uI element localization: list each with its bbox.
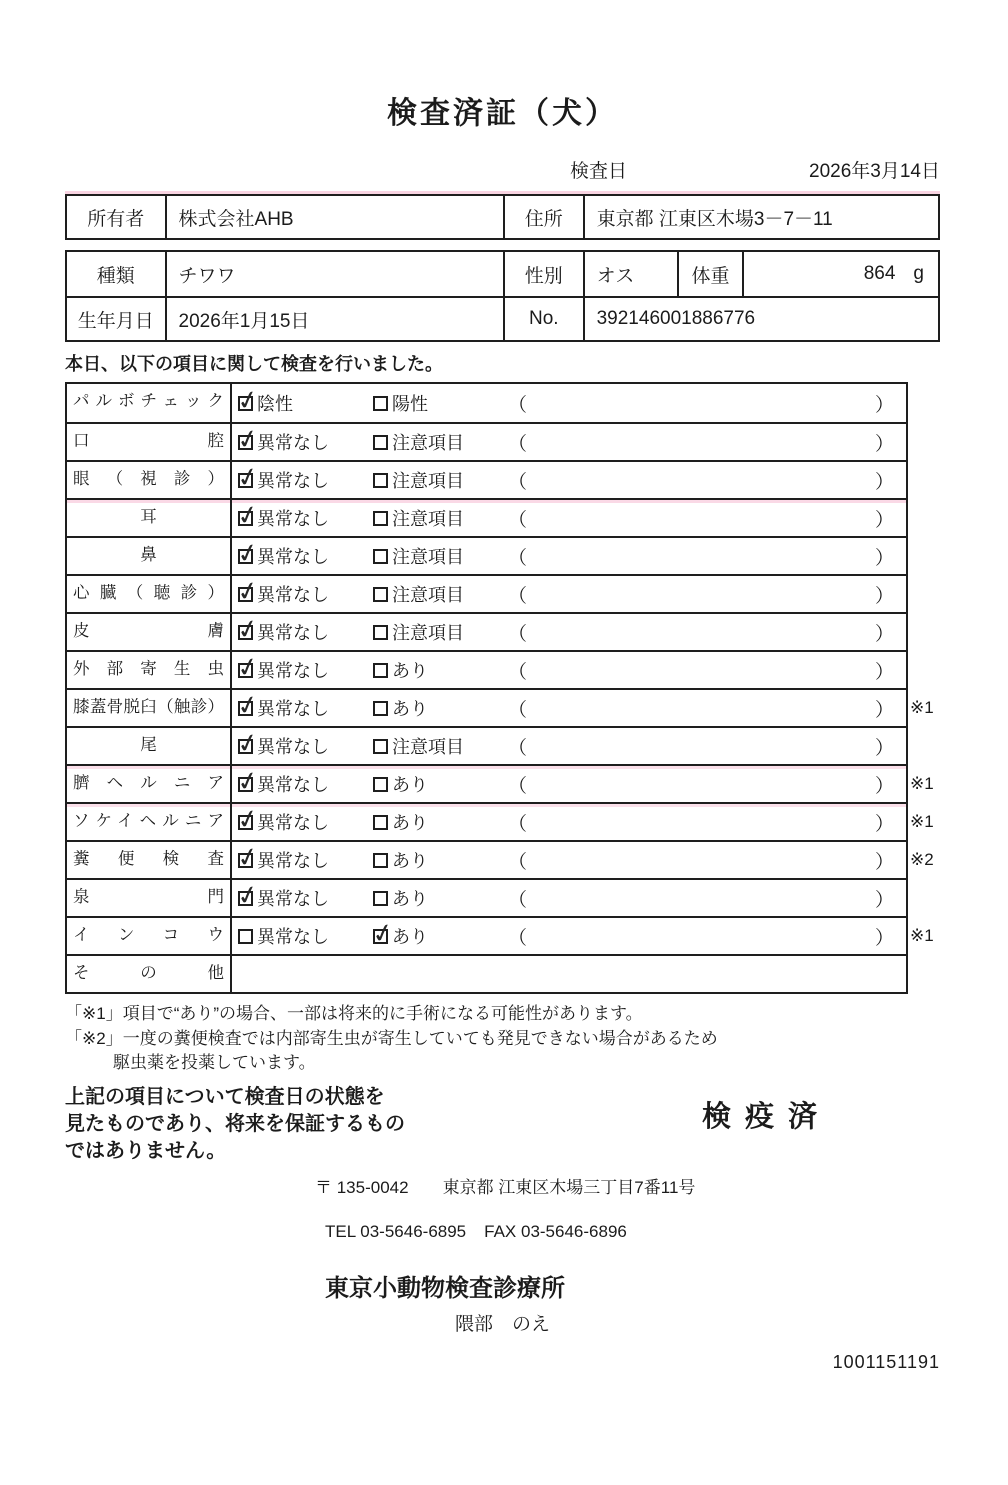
checkbox-icon	[238, 511, 253, 526]
option-2	[373, 733, 508, 759]
row-label: 眼（視診）	[67, 462, 232, 498]
checkbox-icon	[373, 777, 388, 792]
remarks-field	[508, 771, 906, 798]
row-label: インコウ	[67, 918, 232, 954]
option-1-label: 異常なし	[257, 737, 329, 757]
option-2-label: あり	[392, 699, 428, 719]
option-1	[238, 695, 373, 721]
no-value: 392146001886776	[596, 308, 756, 329]
remarks-field	[508, 390, 906, 417]
row-label: 鼻	[67, 538, 232, 574]
checkbox-icon	[238, 625, 253, 640]
checkbox-icon	[238, 815, 253, 830]
option-2-label: あり	[392, 889, 428, 909]
footnotes	[65, 1002, 940, 1076]
checkbox-icon	[238, 701, 253, 716]
row-content	[232, 842, 906, 878]
option-2	[373, 581, 508, 607]
remarks-field	[508, 467, 906, 494]
paren-close-icon: ）	[874, 623, 894, 645]
owner-address-label: 住所	[505, 196, 585, 238]
paren-open-icon: （	[508, 547, 528, 569]
row-label: 泉門	[67, 880, 232, 916]
paren-close-icon: ）	[874, 813, 894, 835]
option-2-label: 注意項目	[392, 547, 464, 567]
row-content	[232, 804, 906, 840]
paren-close-icon: ）	[874, 737, 894, 759]
checkbox-icon	[238, 777, 253, 792]
option-1-label: 異常なし	[257, 623, 329, 643]
remarks-field	[508, 733, 906, 760]
weight-value-cell	[744, 252, 938, 296]
paren-open-icon: （	[508, 509, 528, 531]
checkbox-icon	[238, 663, 253, 678]
option-2-label: 注意項目	[392, 433, 464, 453]
paren-close-icon: ）	[874, 471, 894, 493]
clinic-tel: TEL 03-5646-6895	[325, 1221, 467, 1241]
row-label: 口腔	[67, 424, 232, 460]
paren-open-icon: （	[508, 433, 528, 455]
row-content	[232, 462, 906, 498]
option-2	[373, 847, 508, 873]
option-1	[238, 505, 373, 531]
remarks-field	[508, 809, 906, 836]
option-1-label: 異常なし	[257, 775, 329, 795]
checkbox-icon	[238, 739, 253, 754]
paren-open-icon: （	[508, 471, 528, 493]
row-label: 心臓（聴診）	[67, 576, 232, 612]
disclaimer-line-1: 上記の項目について検査日の状態を	[65, 1085, 385, 1108]
footnote-1: 「※1」項目で“あり”の場合、一部は将来的に手術になる可能性があります。	[65, 1004, 643, 1023]
inspection-date-value: 2026年3月14日	[809, 161, 940, 182]
checkbox-icon	[238, 396, 253, 411]
row-footnote-mark: ※1	[910, 926, 934, 945]
row-content	[232, 766, 906, 802]
inspection-row	[67, 916, 934, 954]
inspection-row	[67, 498, 906, 536]
option-2	[373, 619, 508, 645]
paren-close-icon: ）	[874, 547, 894, 569]
inspection-row	[67, 688, 934, 726]
option-2-label: 注意項目	[392, 509, 464, 529]
row-label: 糞便検査	[67, 842, 232, 878]
checkbox-icon	[373, 549, 388, 564]
inspection-row	[67, 536, 906, 574]
option-2-label: 陽性	[392, 394, 428, 414]
option-1	[238, 467, 373, 493]
breed-value: チワワ	[167, 252, 505, 296]
option-1-label: 異常なし	[257, 851, 329, 871]
inspection-row	[67, 878, 906, 916]
disclaimer-line-2: 見たものであり、将来を保証するもの	[65, 1112, 405, 1135]
disclaimer-line-3: ではありません。	[65, 1139, 227, 1162]
option-1-label: 異常なし	[257, 547, 329, 567]
birth-label: 生年月日	[67, 298, 167, 340]
row-content	[232, 690, 906, 726]
inspection-row	[67, 460, 906, 498]
checkbox-icon	[373, 891, 388, 906]
remarks-field	[508, 885, 906, 912]
row-content	[232, 918, 906, 954]
checkbox-icon	[373, 473, 388, 488]
row-content	[232, 728, 906, 764]
row-content	[232, 652, 906, 688]
row-content	[232, 500, 906, 536]
paren-close-icon: ）	[874, 889, 894, 911]
option-2	[373, 505, 508, 531]
checkbox-icon	[373, 739, 388, 754]
option-2-label: 注意項目	[392, 471, 464, 491]
checkbox-icon	[373, 587, 388, 602]
option-2	[373, 657, 508, 683]
checkbox-icon	[238, 549, 253, 564]
checkbox-icon	[373, 701, 388, 716]
row-label: 臍ヘルニア	[67, 766, 232, 802]
option-1-label: 異常なし	[257, 661, 329, 681]
paren-open-icon: （	[508, 737, 528, 759]
row-content	[232, 956, 906, 992]
option-2	[373, 467, 508, 493]
row-label: 外部寄生虫	[67, 652, 232, 688]
checkbox-icon	[373, 853, 388, 868]
row-content	[232, 424, 906, 460]
inspection-date-label: 検査日	[570, 161, 628, 182]
clinic-contact-line	[325, 1222, 940, 1242]
option-1	[238, 771, 373, 797]
checkbox-icon	[238, 473, 253, 488]
clinic-address-line	[315, 1173, 940, 1198]
remarks-field	[508, 657, 906, 684]
checkbox-icon	[373, 815, 388, 830]
option-1-label: 異常なし	[257, 889, 329, 909]
option-2	[373, 429, 508, 455]
option-2	[373, 771, 508, 797]
paren-close-icon: ）	[874, 927, 894, 949]
row-footnote-mark: ※1	[910, 698, 934, 717]
option-1	[238, 885, 373, 911]
paren-close-icon: ）	[874, 433, 894, 455]
option-1	[238, 847, 373, 873]
paren-close-icon: ）	[874, 775, 894, 797]
inspection-row	[67, 612, 906, 650]
owner-address-value: 東京都 江東区木場3－7－11	[596, 208, 833, 230]
row-label: 尾	[67, 728, 232, 764]
owner-label: 所有者	[67, 196, 167, 238]
paren-open-icon: （	[508, 699, 528, 721]
sex-label: 性別	[505, 252, 585, 296]
clinic-fax: FAX 03-5646-6896	[484, 1221, 627, 1241]
clinic-postal-code: 〒 135-0042	[315, 1177, 409, 1197]
option-1-label: 異常なし	[257, 509, 329, 529]
option-1	[238, 923, 373, 949]
birth-value: 2026年1月15日	[167, 298, 505, 340]
inspection-row	[67, 764, 934, 802]
option-1-label: 異常なし	[257, 813, 329, 833]
page-title: 検査済証（犬）	[387, 97, 618, 130]
inspection-row	[67, 840, 934, 878]
paren-open-icon: （	[508, 851, 528, 873]
remarks-field	[508, 505, 906, 532]
remarks-field	[508, 847, 906, 874]
option-1	[238, 581, 373, 607]
clinic-staff-name: 隈部 のえ	[455, 1313, 551, 1335]
option-2	[373, 885, 508, 911]
paren-close-icon: ）	[874, 509, 894, 531]
row-footnote-mark: ※1	[910, 774, 934, 793]
row-content	[232, 384, 906, 422]
serial-number: 1001151191	[832, 1351, 940, 1372]
option-2-label: あり	[392, 927, 428, 947]
inspection-row	[67, 726, 906, 764]
option-2-label: 注意項目	[392, 737, 464, 757]
option-1	[238, 733, 373, 759]
row-content	[232, 538, 906, 574]
remarks-field	[508, 429, 906, 456]
row-content	[232, 880, 906, 916]
option-1	[238, 809, 373, 835]
option-2-label: 注意項目	[392, 623, 464, 643]
checkbox-icon	[373, 625, 388, 640]
weight-label: 体重	[679, 252, 744, 296]
option-2	[373, 695, 508, 721]
paren-close-icon: ）	[874, 699, 894, 721]
option-2	[373, 923, 508, 949]
option-2-label: あり	[392, 851, 428, 871]
pet-row-2	[67, 296, 938, 340]
quarantine-stamp: 検疫済	[702, 1101, 832, 1133]
no-label: No.	[505, 298, 585, 340]
weight-unit: g	[913, 263, 924, 284]
owner-table	[65, 194, 940, 240]
option-2-label: あり	[392, 775, 428, 795]
option-1	[238, 543, 373, 569]
breed-label: 種類	[67, 252, 167, 296]
pet-row-1	[67, 252, 938, 296]
checkbox-icon	[373, 663, 388, 678]
option-1	[238, 657, 373, 683]
row-label: 耳	[67, 500, 232, 536]
clinic-address: 東京都 江東区木場三丁目7番11号	[442, 1177, 696, 1197]
footnote-2: 「※2」一度の糞便検査では内部寄生虫が寄生していても発見できない場合があるため	[65, 1028, 718, 1048]
footnote-2-continued: 駆虫薬を投薬しています。	[113, 1053, 316, 1073]
paren-close-icon: ）	[874, 585, 894, 607]
checkbox-icon	[238, 891, 253, 906]
row-content	[232, 614, 906, 650]
option-1-label: 異常なし	[257, 471, 329, 491]
option-1	[238, 429, 373, 455]
checkbox-icon	[373, 929, 388, 944]
row-content	[232, 576, 906, 612]
inspection-table	[65, 382, 934, 994]
inspection-row	[67, 954, 906, 992]
inspection-date-row	[65, 156, 940, 182]
option-1	[238, 390, 373, 416]
pet-table	[65, 250, 940, 342]
paren-open-icon: （	[508, 927, 528, 949]
paren-close-icon: ）	[874, 394, 894, 416]
option-2	[373, 390, 508, 416]
paren-open-icon: （	[508, 889, 528, 911]
checkbox-icon	[373, 396, 388, 411]
row-label: ソケイヘルニア	[67, 804, 232, 840]
checkbox-icon	[373, 511, 388, 526]
row-footnote-mark: ※1	[910, 812, 934, 831]
remarks-field	[508, 581, 906, 608]
row-footnote-mark: ※2	[910, 850, 934, 869]
checkbox-icon	[238, 929, 253, 944]
paren-close-icon: ）	[874, 661, 894, 683]
option-2	[373, 543, 508, 569]
inspection-row	[67, 574, 906, 612]
clinic-name: 東京小動物検査診療所	[325, 1274, 565, 1302]
checkbox-icon	[238, 587, 253, 602]
paren-open-icon: （	[508, 775, 528, 797]
option-2-label: あり	[392, 661, 428, 681]
inspection-row	[67, 422, 906, 460]
paren-open-icon: （	[508, 661, 528, 683]
remarks-field	[508, 695, 906, 722]
option-1-label: 陰性	[257, 394, 293, 414]
option-1	[238, 619, 373, 645]
option-1-label: 異常なし	[257, 699, 329, 719]
intro-text: 本日、以下の項目に関して検査を行いました。	[65, 354, 443, 374]
checkbox-icon	[238, 853, 253, 868]
remarks-field	[508, 543, 906, 570]
row-label: 膝蓋骨脱臼（触診）	[67, 690, 232, 726]
paren-open-icon: （	[508, 394, 528, 416]
option-1-label: 異常なし	[257, 433, 329, 453]
row-label: パルボチェック	[67, 384, 232, 422]
inspection-row	[67, 384, 906, 422]
row-label: その他	[67, 956, 232, 992]
option-2-label: あり	[392, 813, 428, 833]
sex-value: オス	[585, 252, 680, 296]
remarks-field	[508, 923, 906, 950]
checkbox-icon	[238, 435, 253, 450]
paren-open-icon: （	[508, 585, 528, 607]
row-label: 皮膚	[67, 614, 232, 650]
option-2-label: 注意項目	[392, 585, 464, 605]
remarks-field	[508, 619, 906, 646]
paren-open-icon: （	[508, 813, 528, 835]
checkbox-icon	[373, 435, 388, 450]
paren-open-icon: （	[508, 623, 528, 645]
inspection-row	[67, 650, 906, 688]
owner-value: 株式会社AHB	[167, 196, 505, 238]
inspection-row	[67, 802, 934, 840]
option-1-label: 異常なし	[257, 585, 329, 605]
weight-value: 864	[863, 263, 896, 284]
paren-close-icon: ）	[874, 851, 894, 873]
option-1-label: 異常なし	[257, 927, 329, 947]
option-2	[373, 809, 508, 835]
